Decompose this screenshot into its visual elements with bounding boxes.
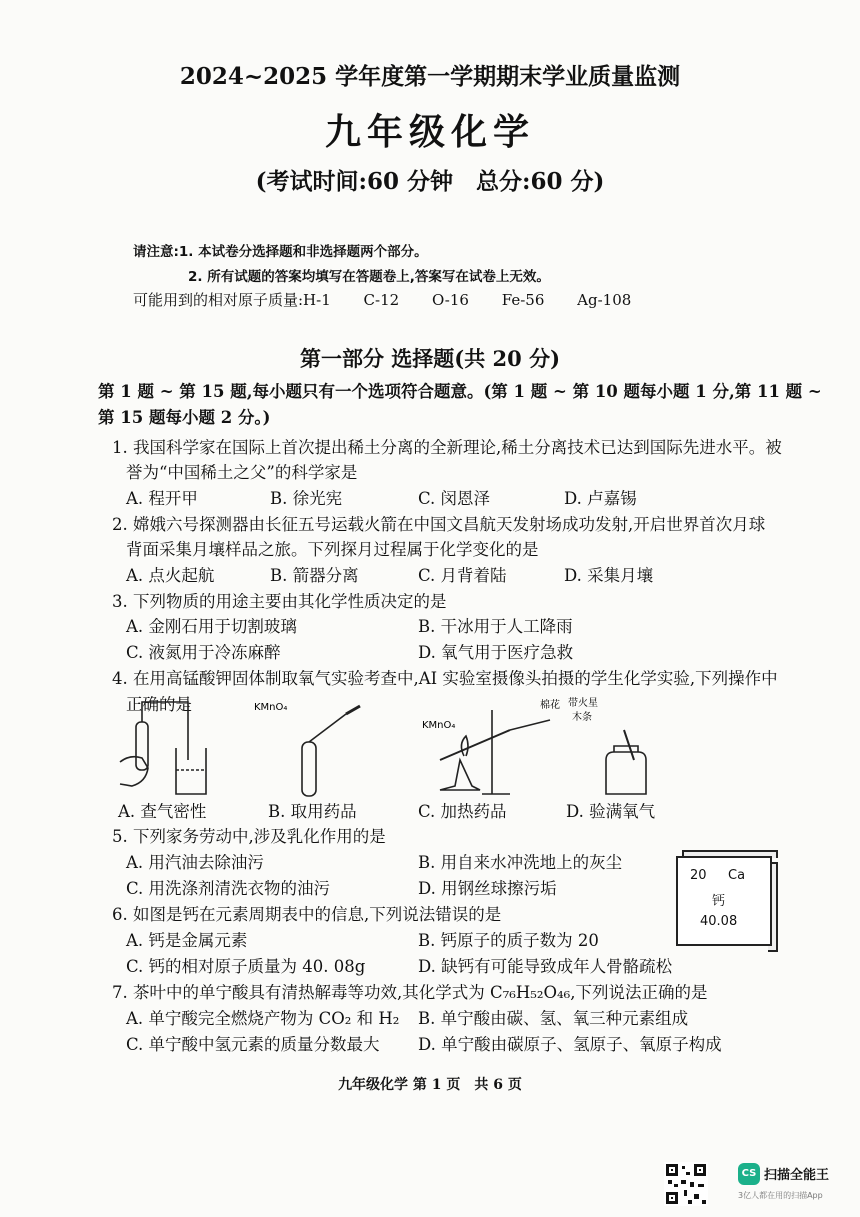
note-1: 请注意:1. 本试卷分选择题和非选择题两个部分。 [133,244,428,260]
q5-option-b: B. 用自来水冲洗地上的灰尘 [418,853,623,872]
q4-option-c: C. 加热药品 [418,802,507,821]
test-tube-c [440,730,510,760]
q6-option-b: B. 钙原子的质子数为 20 [418,931,599,950]
q1-option-c: C. 闵恩泽 [418,489,491,508]
q2-option-d: D. 采集月壤 [564,566,654,585]
note-2: 2. 所有试题的答案均填写在答题卷上,答案写在试卷上无效。 [188,269,550,285]
q1-option-b: B. 徐光宪 [270,489,343,508]
q3-option-b: B. 干冰用于人工降雨 [418,617,573,636]
hand-a [120,757,148,786]
q4-stem-1: 4. 在用高锰酸钾固体制取氧气实验考查中,AI 实验室摄像头拍摄的学生化学实验,下列操作中 [112,669,778,688]
section-title: 第一部分 选择题(共 20 分) [299,346,561,371]
page-footer: 九年级化学 第 1 页 共 6 页 [338,1077,522,1093]
q4-apparatus-figure [110,690,750,800]
q4-stem-2: 正确的是 [126,695,192,714]
q2-option-c: C. 月背着陆 [418,566,507,585]
alcohol-lamp-c [440,760,480,790]
q5-option-d: D. 用钢丝球擦污垢 [418,879,557,898]
q6-stem: 6. 如图是钙在元素周期表中的信息,下列说法错误的是 [112,905,502,924]
element-number: 20 [690,868,707,883]
element-symbol: Ca [728,868,746,883]
element-mass: 40.08 [700,914,738,929]
camscanner-logo-icon: CS [738,1163,760,1185]
label-splint-1-d: 带火星 [568,698,598,709]
q6-option-a: A. 钙是金属元素 [126,931,248,950]
q3-option-a: A. 金刚石用于切割玻璃 [126,617,297,636]
test-tube-a [136,722,148,770]
atomic-mass-label: 可能用到的相对原子质量:H-1 [133,291,331,309]
gas-bottle-d [606,752,646,794]
q4-option-b: B. 取用药品 [268,802,357,821]
q1-option-a: A. 程开甲 [126,489,198,508]
q7-option-c: C. 单宁酸中氢元素的质量分数最大 [126,1035,380,1054]
atomic-mass-fe: Fe-56 [501,291,545,309]
camscanner-tagline: 3亿人都在用的扫描App [738,1191,823,1200]
calcium-element-box [676,856,772,946]
flame-c [461,736,468,756]
subject-title: 九年级化学 [324,111,535,153]
q5-stem: 5. 下列家务劳动中,涉及乳化作用的是 [112,827,386,846]
atomic-mass-o: O-16 [431,291,469,309]
spatula-b [309,714,346,742]
label-kmno4-c: KMnO₄ [422,720,456,731]
q7-stem: 7. 茶叶中的单宁酸具有清热解毒等功效,其化学式为 C₇₆H₅₂O₄₆,下列说法正确的是 [112,983,708,1002]
label-cotton-c: 棉花 [540,700,560,711]
camscanner-name: 扫描全能王 [764,1168,830,1183]
q6-option-d: D. 缺钙有可能导致成年人骨骼疏松 [418,957,673,976]
q4-option-a: A. 查气密性 [118,802,207,821]
q3-option-d: D. 氧气用于医疗急救 [418,643,574,662]
exam-title: 2024~2025 学年度第一学期期末学业质量监测 [179,63,681,90]
element-name: 钙 [712,894,726,909]
qr-code-icon [664,1162,708,1206]
q5-option-c: C. 用洗涤剂清洗衣物的油污 [126,879,331,898]
q2-option-a: A. 点火起航 [126,566,215,585]
q1-stem-1: 1. 我国科学家在国际上首次提出稀土分离的全新理论,稀土分离技术已达到国际先进水平。被 [112,438,782,457]
q2-stem-1: 2. 嫦娥六号探测器由长征五号运载火箭在中国文昌航天发射场成功发射,开启世界首次月球 [112,515,766,534]
q7-option-b: B. 单宁酸由碳、氢、氧三种元素组成 [418,1009,689,1028]
q2-option-b: B. 箭器分离 [270,566,359,585]
atomic-mass-c: C-12 [363,291,400,309]
section-instruction-1: 第 1 题 ~ 第 15 题,每小题只有一个选项符合题意。(第 1 题 ~ 第 10 题每小题 1 分,第 11 题 ~ [98,382,822,401]
beaker-a [176,748,206,794]
section-instruction-2: 第 15 题每小题 2 分。) [98,408,271,427]
q1-option-d: D. 卢嘉锡 [564,489,637,508]
q7-option-a: A. 单宁酸完全燃烧产物为 CO₂ 和 H₂ [126,1009,400,1028]
iron-stand-c [482,710,510,794]
delivery-tube-a [142,702,188,760]
q1-stem-2: 誉为“中国稀土之父”的科学家是 [126,463,358,482]
atomic-mass-ag: Ag-108 [577,291,632,309]
wood-splint-d [624,730,634,760]
atomic-mass-line [133,289,631,310]
q2-stem-2: 背面采集月壤样品之旅。下列探月过程属于化学变化的是 [126,540,539,559]
q3-stem: 3. 下列物质的用途主要由其化学性质决定的是 [112,592,447,611]
exam-info: (考试时间:60 分钟 总分:60 分) [255,168,605,195]
q7-option-d: D. 单宁酸由碳原子、氢原子、氧原子构成 [418,1035,722,1054]
q4-option-d: D. 验满氧气 [566,802,656,821]
test-tube-b [302,742,316,796]
q5-option-a: A. 用汽油去除油污 [126,853,264,872]
q6-option-c: C. 钙的相对原子质量为 40. 08g [126,957,366,976]
q3-option-c: C. 液氮用于冷冻麻醉 [126,643,281,662]
label-kmno4-b: KMnO₄ [254,702,288,713]
label-splint-2-d: 木条 [572,712,592,723]
